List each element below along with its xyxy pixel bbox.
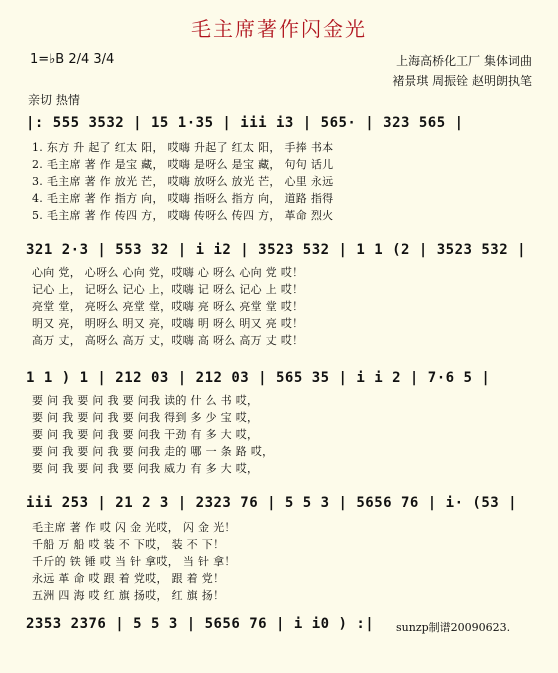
system-4-lyric-3: 千斤的 铁 锤 哎 当 针 拿哎， 当 针 拿！ bbox=[32, 555, 236, 568]
system-1-lyric-1: 1. 东方 升 起了 红太 阳， 哎嗨 升起了 红太 阳， 手捧 书本 bbox=[32, 141, 334, 154]
system-2-lyric-3: 亮堂 堂， 亮呀么 亮堂 堂，哎嗨 亮 呀么 亮堂 堂 哎！ bbox=[32, 300, 304, 313]
system-2-notes: 321 2·3 | 553 32 | i i2 | 3523 532 | 1 1 (2 | 3523 532 | bbox=[26, 242, 527, 258]
footer-credit: sunzp制谱20090623. bbox=[396, 621, 511, 634]
system-1-lyric-2: 2. 毛主席 著 作 是宝 藏， 哎嗨 是呀么 是宝 藏， 句句 话儿 bbox=[32, 158, 334, 171]
system-4-lyric-4: 永远 革 命 哎 跟 着 党哎， 跟 着 党！ bbox=[32, 572, 225, 585]
system-3-lyric-3: 要 问 我 要 问 我 要 问我 干劲 有 多 大 哎， bbox=[32, 428, 259, 441]
system-1-lyric-3: 3. 毛主席 著 作 放光 芒， 哎嗨 放呀么 放光 芒， 心里 永远 bbox=[32, 175, 334, 188]
system-2-lyric-4: 明又 亮， 明呀么 明又 亮，哎嗨 明 呀么 明又 亮 哎！ bbox=[32, 317, 304, 330]
system-4-lyric-2: 千船 万 船 哎 装 不 下哎， 装 不 下！ bbox=[32, 538, 225, 551]
credit-line-composer: 上海高桥化工厂 集体词曲 bbox=[396, 54, 532, 68]
system-2-lyric-1: 心向 党， 心呀么 心向 党，哎嗨 心 呀么 心向 党 哎！ bbox=[32, 266, 304, 279]
system-4-notes: iii 253 | 21 2 3 | 2323 76 | 5 5 3 | 5656 76 | i· (53 | bbox=[26, 495, 518, 511]
system-4-lyric-5: 五洲 四 海 哎 红 旗 扬哎， 红 旗 扬！ bbox=[32, 589, 225, 602]
system-1-lyric-5: 5. 毛主席 著 作 传四 方， 哎嗨 传呀么 传四 方， 革命 烈火 bbox=[32, 209, 334, 222]
system-3-notes: 1 1 ) 1 | 212 03 | 212 03 | 565 35 | i i 2 | 7·6 5 | bbox=[26, 370, 491, 386]
system-1-lyric-4: 4. 毛主席 著 作 指方 向， 哎嗨 指呀么 指方 向， 道路 指得 bbox=[32, 192, 334, 205]
system-3-lyric-4: 要 问 我 要 问 我 要 问我 走的 哪 一 条 路 哎， bbox=[32, 445, 274, 458]
key-signature: 1=♭B 2/4 3/4 bbox=[30, 52, 115, 67]
system-3-lyric-1: 要 问 我 要 问 我 要 问我 读的 什 么 书 哎， bbox=[32, 394, 259, 407]
system-4-lyric-1: 毛主席 著 作 哎 闪 金 光哎， 闪 金 光！ bbox=[32, 521, 236, 534]
system-5-notes: 2353 2376 | 5 5 3 | 5656 76 | i i0 ) :| bbox=[26, 616, 375, 632]
credit-line-authors: 褚景琪 周振铨 赵明朗执笔 bbox=[392, 74, 532, 88]
system-3-lyric-2: 要 问 我 要 问 我 要 问我 得到 多 少 宝 哎， bbox=[32, 411, 259, 424]
expression-mark: 亲切 热情 bbox=[28, 93, 80, 107]
song-title: 毛主席著作闪金光 bbox=[191, 17, 367, 41]
system-2-lyric-2: 记心 上， 记呀么 记心 上，哎嗨 记 呀么 记心 上 哎！ bbox=[32, 283, 304, 296]
system-1-notes: |: 555 3532 | 15 1·35 | iii i3 | 565· | 323 565 | bbox=[26, 115, 464, 131]
system-3-lyric-5: 要 问 我 要 问 我 要 问我 威力 有 多 大 哎， bbox=[32, 462, 259, 475]
system-2-lyric-5: 高万 丈， 高呀么 高万 丈，哎嗨 高 呀么 高万 丈 哎！ bbox=[32, 334, 304, 347]
